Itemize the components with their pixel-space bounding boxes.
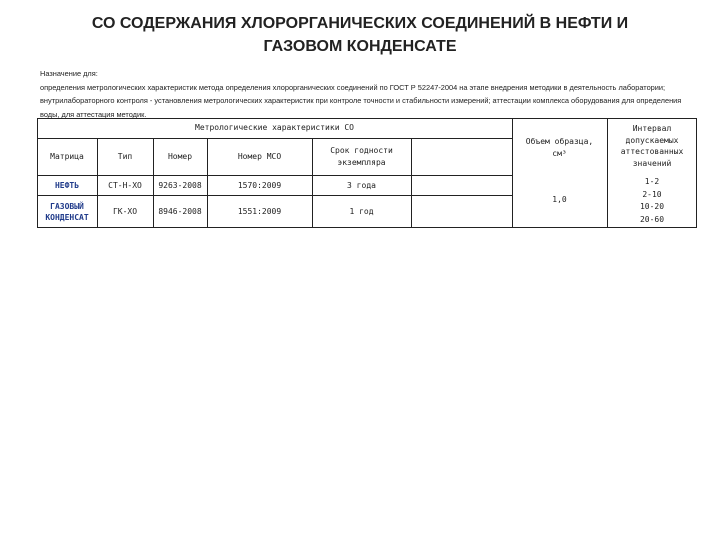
title-line-2: ГАЗОВОМ КОНДЕНСАТЕ	[263, 38, 457, 55]
row2-shelf: 1 год	[349, 207, 374, 216]
row1-shelf: 3 года	[347, 180, 376, 190]
header-volume	[512, 118, 607, 178]
row1-mso: 1570:2009	[237, 180, 282, 190]
table-group-header: Метрологические характеристики СО	[195, 123, 354, 132]
row1-number: 9263-2008	[158, 180, 202, 190]
row2-matrix-line1: ГАЗОВЫЙ	[50, 202, 84, 211]
header-filler	[411, 139, 512, 175]
purpose-heading: Назначение для:	[40, 69, 98, 78]
header-shelf-life	[312, 139, 411, 175]
purpose-text: определения метрологических характеристик метода определения хлорорганических соединений по ГОСТ Р 52247-2004 на этапе внедрения методики в деятельность лаборатории; внутрилабораторного контроля - установления метрологических характеристик при контроле точности и стабильности измерений; аттестации комплекса оборудования для определения воды, для аттестация методик.	[40, 82, 682, 119]
row2-mso: 1551:2009	[237, 207, 282, 216]
row1-type: СТ-Н-ХО	[108, 180, 142, 190]
interval-values	[607, 174, 697, 228]
title-line-1: СО СОДЕРЖАНИЯ ХЛОРОРГАНИЧЕСКИХ СОЕДИНЕНИЙ В НЕФТИ И	[91, 15, 629, 32]
header-volume-line2: см³	[552, 149, 567, 158]
header-shelf-line2: экземпляра	[337, 158, 386, 167]
interval-value: 20-60	[639, 214, 665, 224]
header-number: Номер	[167, 152, 193, 161]
volume-value: 1,0	[552, 195, 567, 204]
header-interval-line1: Интервал	[632, 124, 672, 133]
header-interval-line4: значений	[632, 158, 672, 168]
row2-matrix-line2: КОНДЕНСАТ	[45, 213, 89, 222]
header-type: Тип	[117, 152, 133, 161]
page-title	[40, 12, 680, 58]
header-interval-line2: допускаемых	[625, 135, 679, 145]
row2-type: ГК-ХО	[112, 207, 138, 216]
header-mso: Номер МСО	[237, 152, 282, 161]
header-matrix: Матрица	[50, 152, 84, 161]
header-shelf-line1: Срок годности	[330, 146, 393, 155]
header-interval-line3: аттестованных	[620, 147, 684, 156]
row2-matrix	[37, 196, 97, 228]
purpose-section	[40, 67, 690, 121]
interval-value: 1-2	[644, 177, 660, 186]
row1-matrix: НЕФТЬ	[54, 180, 80, 190]
header-interval	[607, 118, 697, 174]
header-volume-line1: Объем образца,	[525, 137, 594, 146]
row2-number: 8946-2008	[158, 207, 202, 216]
interval-value: 2-10	[642, 189, 662, 199]
interval-value: 10-20	[639, 202, 665, 211]
